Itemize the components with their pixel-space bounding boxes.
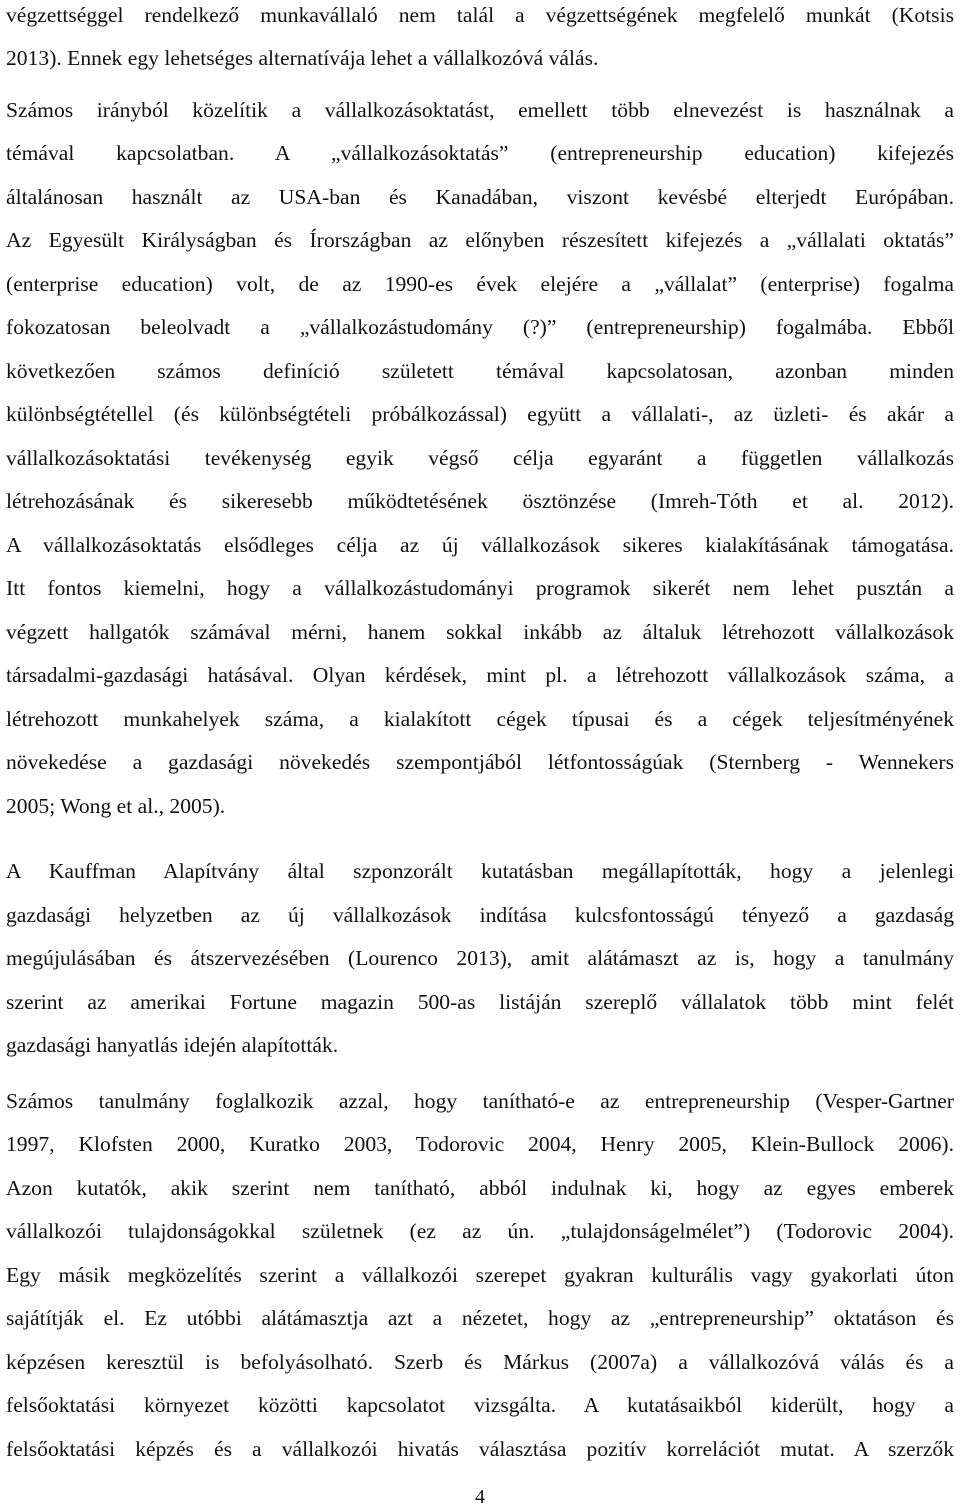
text-line: végzett hallgatók számával mérni, hanem sokkal inkább az általuk létrehozott vállalkozások [6,620,954,644]
text-line: témával kapcsolatban. A „vállalkozásoktatás” (entrepreneurship education) kifejezés [6,141,954,165]
text-line: képzésen keresztül is befolyásolható. Szerb és Márkus (2007a) a vállalkozóvá válás és a [6,1350,954,1374]
text-line: létrehozásának és sikeresebb működtetésének ösztönzése (Imreh-Tóth et al. 2012). [6,489,954,513]
text-line: 2005; Wong et al., 2005). [6,794,226,818]
text-line: általánosan használt az USA-ban és Kanadában, viszont kevésbé elterjedt Európában. [6,185,954,209]
text-line: Az Egyesült Királyságban és Írországban az előnyben részesített kifejezés a „vállalati oktatás” [6,228,954,252]
text-line: 2013). Ennek egy lehetséges alternatívája lehet a vállalkozóvá válás. [6,46,599,70]
text-line: felsőoktatási képzés és a vállalkozói hivatás választása pozitív korrelációt mutat. A szerzők [6,1437,954,1461]
text-line: fokozatosan beleolvadt a „vállalkozástudomány (?)” (entrepreneurship) fogalmába. Ebből [6,315,954,339]
text-line: növekedése a gazdasági növekedés szempontjából létfontosságúak (Sternberg - Wennekers [6,750,954,774]
text-line: szerint az amerikai Fortune magazin 500-as listáján szereplő vállalatok több mint felét [6,990,954,1014]
text-line: végzettséggel rendelkező munkavállaló nem talál a végzettségének megfelelő munkát (Kotsis [6,3,954,27]
text-line: 1997, Klofsten 2000, Kuratko 2003, Todorovic 2004, Henry 2005, Klein-Bullock 2006). [6,1132,954,1156]
text-line: A Kauffman Alapítvány által szponzorált kutatásban megállapították, hogy a jelenlegi [6,859,954,883]
text-line: vállalkozói tulajdonságokkal születnek (ez az ún. „tulajdonságelmélet”) (Todorovic 2004). [6,1219,954,1243]
text-line: Számos tanulmány foglalkozik azzal, hogy tanítható-e az entrepreneurship (Vesper-Gartner [6,1089,954,1113]
text-line: társadalmi-gazdasági hatásával. Olyan kérdések, mint pl. a létrehozott vállalkozások száma, a [6,663,954,687]
text-line: Azon kutatók, akik szerint nem tanítható, abból indulnak ki, hogy az egyes emberek [6,1176,954,1200]
text-line: Egy másik megközelítés szerint a vállalkozói szerepet gyakran kulturális vagy gyakorlati úton [6,1263,954,1287]
text-line: gazdasági helyzetben az új vállalkozások indítása kulcsfontosságú tényező a gazdaság [6,903,954,927]
text-line: megújulásában és átszervezésében (Lourenco 2013), amit alátámaszt az is, hogy a tanulmány [6,946,954,970]
text-line: gazdasági hanyatlás idején alapították. [6,1033,339,1057]
text-line: következően számos definíció született témával kapcsolatosan, azonban minden [6,359,954,383]
page-number: 4 [475,1486,485,1508]
text-line: Számos irányból közelítik a vállalkozásoktatást, emellett több elnevezést is használnak a [6,98,954,122]
text-line: sajátítják el. Ez utóbbi alátámasztja azt a nézetet, hogy az „entrepreneurship” oktatáson és [6,1306,954,1330]
text-line: Itt fontos kiemelni, hogy a vállalkozástudományi programok sikerét nem lehet pusztán a [6,576,954,600]
text-line: felsőoktatási környezet közötti kapcsolatot vizsgálta. A kutatásaikból kiderült, hogy a [6,1393,954,1417]
text-line: létrehozott munkahelyek száma, a kialakított cégek típusai és a cégek teljesítményének [6,707,954,731]
text-line: A vállalkozásoktatás elsődleges célja az új vállalkozások sikeres kialakításának támogatása. [6,533,954,557]
text-line: vállalkozásoktatási tevékenység egyik végső célja egyaránt a független vállalkozás [6,446,954,470]
text-line: (enterprise education) volt, de az 1990-es évek elejére a „vállalat” (enterprise) fogalma [6,272,954,296]
text-line: különbségtétellel (és különbségtételi próbálkozással) együtt a vállalati-, az üzleti- és akár a [6,402,954,426]
